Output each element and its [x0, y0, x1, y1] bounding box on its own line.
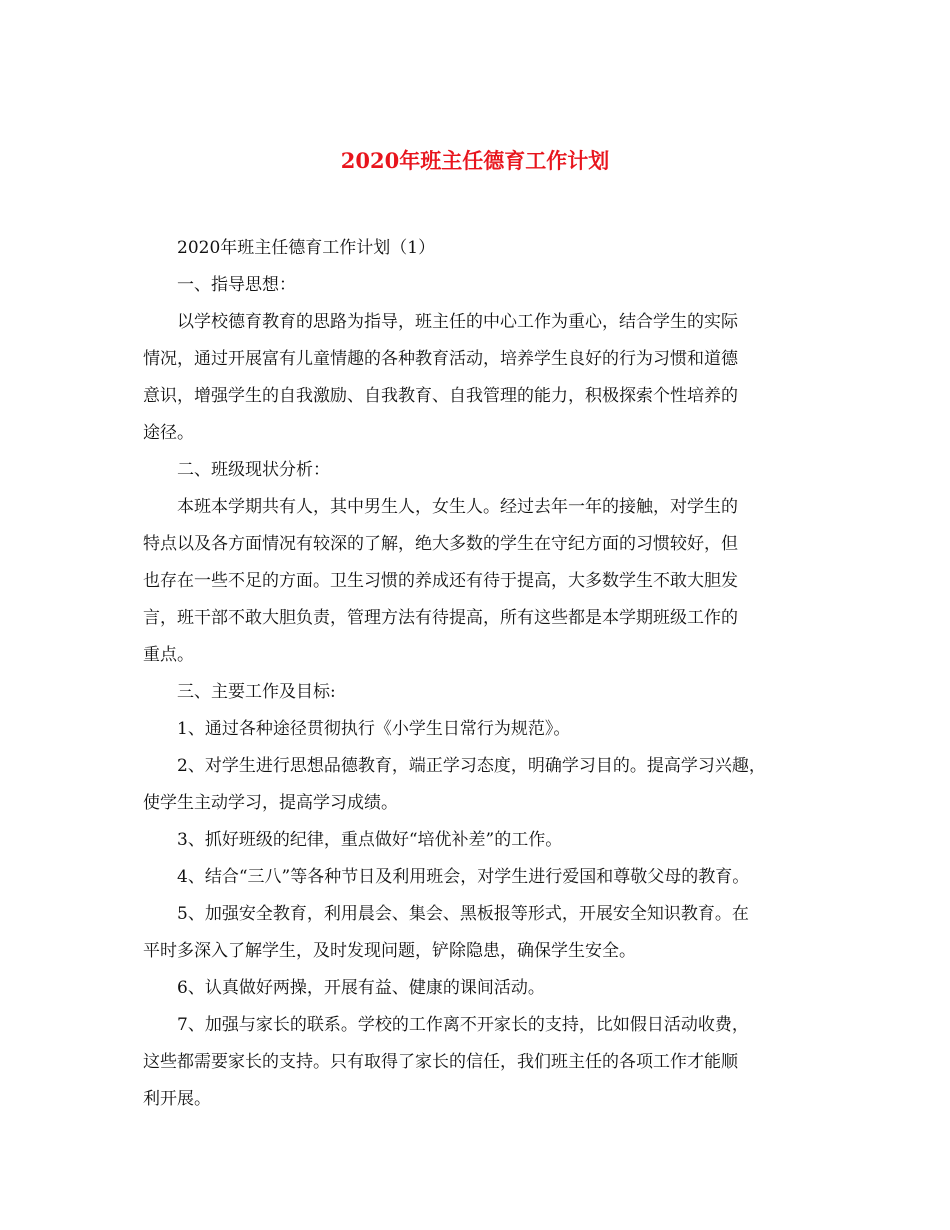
paragraph-line: 情况，通过开展富有儿童情趣的各种教育活动，培养学生良好的行为习惯和道德	[143, 349, 738, 369]
document-title: 2020年班主任德育工作计划	[340, 148, 610, 173]
document-body	[143, 230, 811, 1118]
paragraph-line: 4、结合“三八”等各种节日及利用班会，对学生进行爱国和尊敬父母的教育。	[177, 867, 750, 887]
paragraph-line: 以学校德育教育的思路为指导，班主任的中心工作为重心，结合学生的实际	[177, 312, 738, 332]
paragraph-line: 特点以及各方面情况有较深的了解，绝大多数的学生在守纪方面的习惯较好，但	[143, 534, 738, 554]
paragraph-line: 重点。	[143, 645, 194, 665]
paragraph-line: 使学生主动学习，提高学习成绩。	[143, 793, 398, 813]
paragraph-line: 三、主要工作及目标:	[177, 682, 336, 702]
paragraph-line: 这些都需要家长的支持。只有取得了家长的信任，我们班主任的各项工作才能顺	[143, 1052, 738, 1072]
paragraph-line: 一、指导思想：	[177, 275, 296, 295]
paragraph-line: 二、班级现状分析：	[177, 460, 330, 480]
paragraph-line: 3、抓好班级的纪律，重点做好“培优补差”的工作。	[177, 830, 563, 850]
paragraph-line: 也存在一些不足的方面。卫生习惯的养成还有待于提高，大多数学生不敢大胆发	[143, 571, 738, 591]
paragraph-line: 1、通过各种途径贯彻执行《小学生日常行为规范》。	[177, 719, 571, 739]
paragraph-line: 利开展。	[143, 1089, 211, 1109]
paragraph-line: 本班本学期共有人，其中男生人，女生人。经过去年一年的接触，对学生的	[177, 497, 738, 517]
paragraph-line: 6、认真做好两操，开展有益、健康的课间活动。	[177, 978, 545, 998]
paragraph-line: 2、对学生进行思想品德教育，端正学习态度，明确学习目的。提高学习兴趣，	[177, 756, 766, 776]
paragraph-line: 5、加强安全教育，利用晨会、集会、黑板报等形式，开展安全知识教育。在	[177, 904, 749, 924]
paragraph-line: 途径。	[143, 423, 194, 443]
paragraph-line: 言，班干部不敢大胆负责，管理方法有待提高，所有这些都是本学期班级工作的	[143, 608, 738, 628]
paragraph-line: 7、加强与家长的联系。学校的工作离不开家长的支持，比如假日活动收费，	[177, 1015, 749, 1035]
paragraph-line: 2020年班主任德育工作计划（1）	[177, 238, 436, 258]
paragraph-line: 平时多深入了解学生，及时发现问题，铲除隐患，确保学生安全。	[143, 941, 636, 961]
paragraph-line: 意识，增强学生的自我激励、自我教育、自我管理的能力，积极探索个性培养的	[143, 386, 738, 406]
